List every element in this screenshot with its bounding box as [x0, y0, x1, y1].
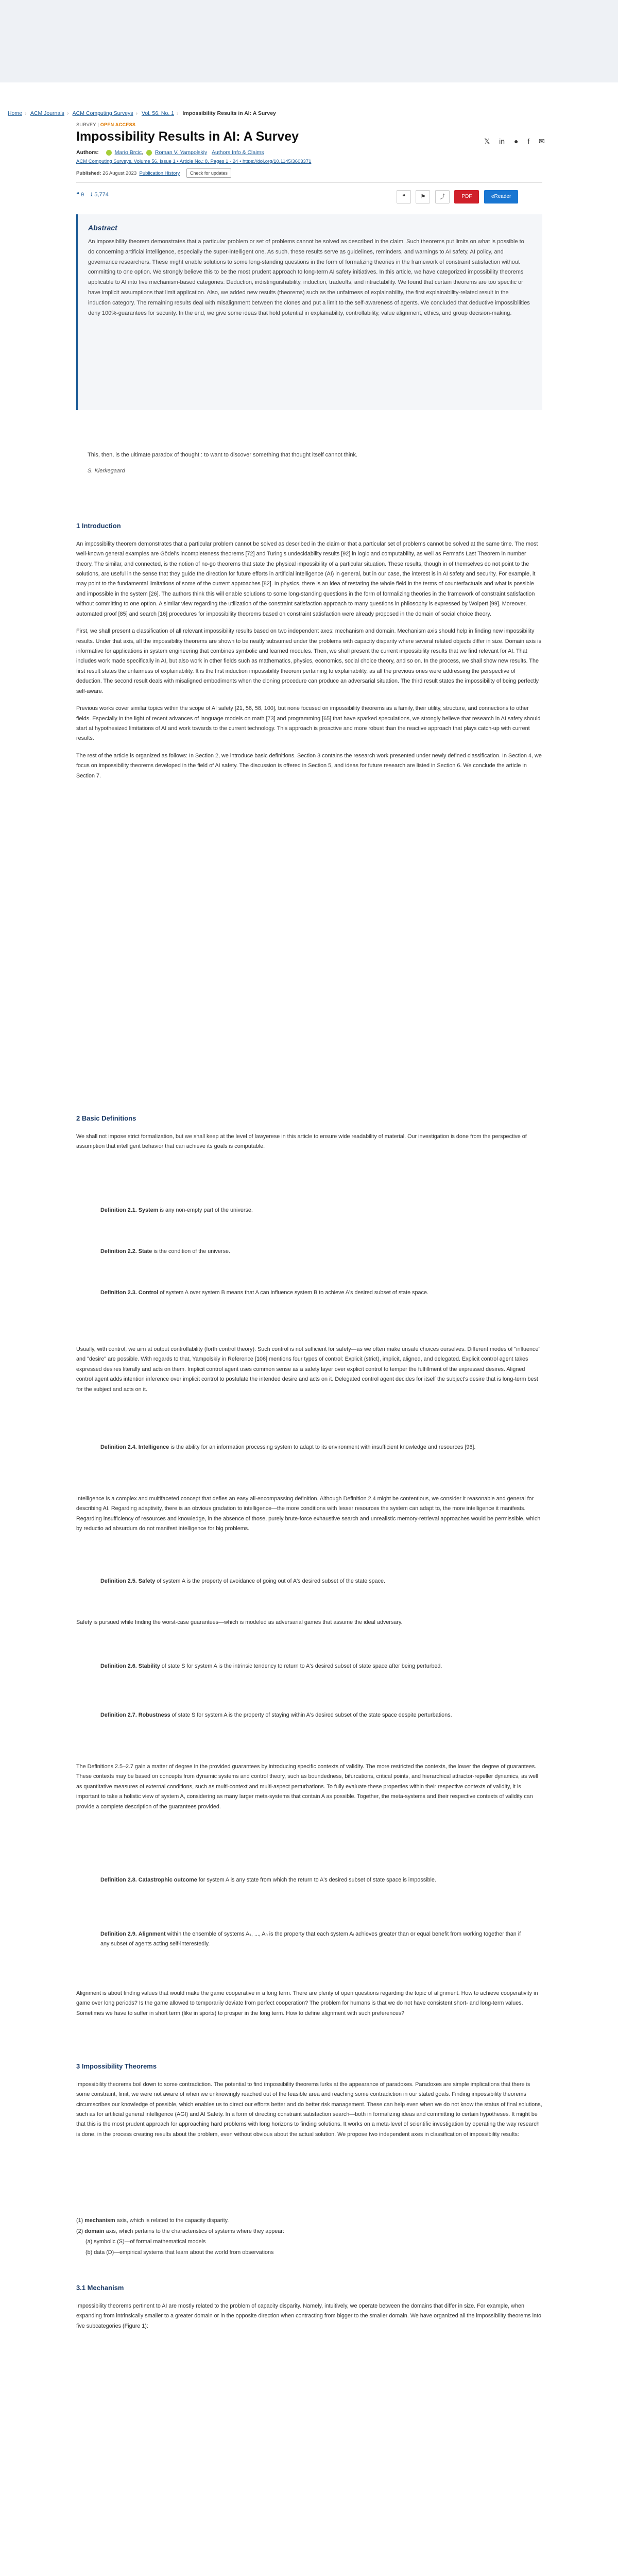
definition-2-5	[100, 1577, 523, 1586]
paragraph: Alignment is about finding values that would make the game cooperative in a long term. There are plenty of open questions regarding the topic of alignment. How to achieve cooperativity in game over long periods? Is the game allowed to temporarily deviate from perfect cooperation? The problem for humans is that we do not have consistent short- and long-term values. Sometimes we have to suffer in short term (like in sports) to prosper in the long term. How to define alignment with such preferences?	[76, 1990, 538, 2016]
download-icon: ⤓	[90, 192, 93, 198]
email-icon[interactable]: ✉	[539, 137, 545, 145]
paragraph: First, we shall present a classification of all relevant impossibility results based on two independent axes: mechanism and domain. Mechanism axis should help in finding new impossibility results. Under that axis, all the impossibility theorems are shown to be neatly subsumed under the problems with capacity disparity where several related objects differ in size. Domain axis is informative for applications in system engineering that combines symbolic and learned modules. Then, we shall present the current impossibility results that we find relevant for AI. That includes work made specifically in AI, but also work in other fields such as mathematics, physics, economics, social choice theory, and so on. In the process, we shall show new results. The first result states the unfairness of explainability. It is the first induction impossibility theorem pertaining to explainability, as all the previous ones were addressing the perspective of deduction. The second result deals with misaligned embodiments when the cloning procedure can produce an adversarial situation. The third result states the impossibility of being perfectly self-aware.	[76, 628, 541, 694]
journal-line[interactable]	[76, 158, 311, 166]
definition-term: State	[138, 1248, 152, 1255]
definition-term: Stability	[138, 1663, 160, 1669]
classification-list	[76, 2215, 542, 2258]
list-item	[76, 2226, 542, 2237]
paragraph: The rest of the article is organized as follows: In Section 2, we introduce basic definitions. Section 3 contains the research work presented under newly defined classification. In Section 4, we focus on impossibility theorems developed in the field of AI safety. The discussion is offered in Section 5, and ideas for future research are listed in Section 6. We conclude the article in Section 7.	[76, 752, 542, 779]
definition-2-7	[100, 1710, 523, 1720]
cite-quote-icon[interactable]: ❝	[397, 190, 411, 204]
definition-label: Definition 2.3.	[100, 1290, 137, 1296]
epigraph-quote: This, then, is the ultimate paradox of thought : to want to discover something that thought itself cannot think.	[88, 452, 358, 458]
abstract-box	[76, 214, 542, 410]
facebook-icon[interactable]: f	[527, 137, 530, 145]
publication-line	[76, 168, 231, 178]
bookmark-icon[interactable]: ⚑	[416, 190, 430, 204]
reddit-icon[interactable]: ●	[513, 137, 519, 145]
linkedin-icon[interactable]: in	[499, 137, 505, 145]
paragraph: The Definitions 2.5–2.7 gain a matter of degree in the provided guarantees by introducing specific contexts of validity. The more restricted the contexts, the lower the degree of guarantees. These contexts may be based on concepts from dynamic systems and control theory, such as boundedness, bifurcations, critical points, and hierarchical attractor-repeller dynamics, as well as quantitative measures of external conditions, such as multi-context and multi-aspect perturbations. To fully evaluate these properties within their respective contexts of validity, it is important to take a holistic view of system A, considering as many larger meta-systems that contain A as possible. Together, the meta-systems and their respective contexts of validity can provide a complete description of the guarantees provided.	[76, 1764, 538, 1810]
definition-2-6	[100, 1662, 523, 1671]
paragraph: We shall not impose strict formalization, but we shall keep at the level of lawyerese in this article to ensure wide readability of material. Our investigation is done from the perspective of assumption that intelligent behavior that can achieve its goals is computable.	[76, 1133, 527, 1150]
definition-label: Definition 2.9.	[100, 1931, 137, 1937]
definition-term: Intelligence	[138, 1444, 169, 1450]
breadcrumb-separator: ›	[25, 110, 27, 116]
definition-label: Definition 2.6.	[100, 1663, 137, 1669]
article-toolbar	[397, 190, 518, 204]
section-heading: 3 Impossibility Theorems	[76, 2062, 157, 2070]
open-access-badge: OPEN ACCESS	[100, 122, 136, 127]
header-banner	[0, 0, 618, 82]
authors-line: Authors: Mario Brcic, Roman V. Yampolskiy Authors Info & Claims	[76, 149, 264, 156]
list-item	[76, 2215, 542, 2226]
citation-count[interactable]: 9	[80, 192, 84, 198]
abstract-text: An impossibility theorem demonstrates that a particular problem or set of problems cannot be solved as described in the claim. Such theorems put limits on what is possible to do concerning artificial intelligence, especially the super-intelligent one. As such, these results serve as guidelines, reminders, and warnings to AI safety, AI policy, and governance researchers. These might enable solutions to some long-standing questions in the form of formalizing theories in the framework of constraint satisfaction without committing to one option. We strongly believe this to be the most prudent approach to long-term AI safety initiatives. In this article, we have categorized impossibility theorems applicable to AI into five mechanism-based categories: Deduction, indistinguishability, induction, tradeoffs, and intractability. We found that certain theorems are too specific or have implicit assumptions that limit application. Also, we added new results (theorems) such as the unfairness of explainability, the first explainability-related result in the induction category. The remaining results deal with misalignment between the clones and put a limit to the self-awareness of agents. We concluded that deductive impossibilities deny 100%-guarantees for security. In the end, we give some ideas that hold potential in explainability, controllability, value alignment, ethics, and group decision-making.	[88, 239, 530, 316]
divider	[76, 182, 542, 183]
paragraph: Intelligence is a complex and multifaceted concept that defies an easy all-encompassing definition. Although Definition 2.4 might be contentious, we consider it reasonable and general for describing AI. Regarding adaptivity, there is an obvious gradation to intelligence—the more conditions with lesser resources the system can adapt to, the more intelligence it manifests. Regarding insufficiency of resources and knowledge, in the absence of those, purely brute-force exhaustive search and unrealistic memory-retrieval approaches would be permissible, which by reductio ad absurdum do not manifest intelligence for big problems.	[76, 1496, 541, 1532]
author-link-1[interactable]: Mario Brcic	[114, 149, 142, 156]
definition-2-9	[100, 1929, 523, 1950]
definition-text: within the ensemble of systems A₁, ..., Aₙ is the property that each system Aᵢ achieves greater than or equal benefit from working together than if any subset of agents acting self-interestedly.	[100, 1931, 521, 1947]
list-item: (a) symbolic (S)—of formal mathematical models	[85, 2239, 206, 2245]
breadcrumb-computing-surveys[interactable]: ACM Computing Surveys	[72, 110, 133, 116]
article-title: Impossibility Results in AI: A Survey	[76, 129, 299, 144]
breadcrumb-home[interactable]: Home	[8, 110, 23, 116]
breadcrumb-current: Impossibility Results in AI: A Survey	[182, 110, 276, 116]
share-icons	[484, 135, 552, 148]
article-type: SURVEY	[76, 122, 96, 127]
publication-history-link[interactable]: Publication History	[139, 171, 180, 176]
published-date: 26 August 2023	[102, 171, 137, 176]
definition-text: for system A is any state from which the return to A's desired subset of state space is impossible.	[198, 1877, 436, 1883]
download-count[interactable]: 5,774	[94, 192, 109, 198]
journal-citation[interactable]: ACM Computing Surveys, Volume 56, Issue 1 • Article No.: 8, Pages 1 - 24 • https://doi.org/10.1145/3603371	[76, 159, 312, 164]
definition-text: of system A over system B means that A can influence system B to achieve A's desired subset of state space.	[160, 1290, 428, 1296]
paragraph: Impossibility theorems pertinent to AI are mostly related to the problem of capacity disparity. Namely, intuitively, we operate between the domains that differ in size. For example, when expanding from intrinsically smaller to a greater domain or in the opposite direction when contracting from bigger to the smaller domain. We have organized all the impossibility theorems into five subcategories (Figure 1):	[76, 2302, 541, 2329]
definition-term: Robustness	[138, 1712, 170, 1718]
breadcrumb-separator: ›	[177, 110, 179, 116]
epigraph	[88, 450, 530, 477]
definition-2-3	[100, 1288, 523, 1298]
check-updates-button[interactable]: Check for updates	[186, 168, 231, 178]
authors-info-link[interactable]: Authors Info & Claims	[212, 149, 264, 156]
article-type-line: SURVEY | OPEN ACCESS	[76, 122, 136, 127]
author-link-2[interactable]: Roman V. Yampolskiy	[154, 149, 208, 156]
list-term: domain	[84, 2228, 105, 2234]
epigraph-author: S. Kierkegaard	[88, 468, 125, 474]
abstract-heading: Abstract	[88, 224, 117, 232]
paragraph: Safety is pursued while finding the worst-case guarantees—which is modeled as adversarial games that assume the ideal adversary.	[76, 1619, 403, 1625]
definition-term: System	[138, 1207, 159, 1213]
breadcrumb	[8, 109, 276, 118]
definition-label: Definition 2.4.	[100, 1444, 137, 1450]
definition-term: Safety	[138, 1578, 156, 1584]
pdf-button[interactable]: PDF	[454, 190, 479, 204]
definition-2-8	[100, 1875, 523, 1885]
authors-label: Authors:	[76, 149, 99, 156]
definition-label: Definition 2.1.	[100, 1207, 137, 1213]
list-number: (1)	[76, 2217, 83, 2224]
ereader-button[interactable]: eReader	[484, 190, 518, 204]
section-introduction	[76, 520, 542, 788]
published-label: Published:	[76, 171, 101, 176]
definition-text: is the ability for an information processing system to adapt to its environment with insufficient knowledge and resources [96].	[170, 1444, 476, 1450]
breadcrumb-separator: ›	[135, 110, 138, 116]
definition-text: of system A is the property of avoidance of going out of A's desired subset of the state space.	[157, 1578, 386, 1584]
definition-text: of state S for system A is the intrinsic tendency to return to A's desired subset of state space after being perturbed.	[161, 1663, 442, 1669]
definition-2-4	[100, 1443, 523, 1452]
paragraph: Impossibility theorems boil down to some contradiction. The potential to find impossibility theorems lurks at the appearance of paradoxes. Paradoxes are simple implications that there is some constraint, limit, we were not aware of when we unknowingly reached out of the feasible area and reaching some contradiction in our stated goals. Finding impossibility theorems circumscribes our knowledge of possible, which enables us to direct our efforts better and do better risk management. These can help even when we do not know the status of final solutions, such as for artificial general intelligence (AGI) and AI Safety. In a form of directing constraint satisfaction search—both in formalizing ideas and committing to certain hypotheses. It might be that this is the most prudent approach for approaching hard problems with long horizons to finding solutions. It works on a meta-level of scientific investigation by operating the way research is done, in the process creating results about the problem, even without obvious about the actual solution. We propose two independent axes in classification of impossibility results:	[76, 2081, 542, 2138]
paragraph: Usually, with control, we aim at output controllability (forth control theory). Such control is not sufficient for safety—as we often make unsafe choices ourselves. Different modes of "influence" and "desire" are possible. With regards to that, Yampolskiy in Reference [106] mentions four types of control: Explicit (strict), implicit, aligned, and delegated. Explicit control agent takes expressed desires literally and acts on them. Implicit control agent uses common sense as a safety layer over explicit control to temper the fulfillment of the expressed desires. Aligned control agent adds intention inference over implicit control to postulate the intended desire and acts on it. Delegated control agent decides for itself the subject's desire that is long-term best for the subject and acts on it.	[76, 1346, 541, 1393]
list-number: (2)	[76, 2228, 83, 2234]
share-icon[interactable]: ⤴	[435, 190, 450, 204]
citation-quote-icon: ❝	[76, 192, 79, 198]
definition-term: Alignment	[138, 1931, 166, 1937]
definition-term: Control	[138, 1290, 159, 1296]
list-text: axis, which pertains to the characteristics of systems where they appear:	[106, 2228, 284, 2234]
twitter-x-icon[interactable]: 𝕏	[484, 137, 490, 145]
section-heading: 3.1 Mechanism	[76, 2284, 124, 2292]
definition-label: Definition 2.5.	[100, 1578, 137, 1584]
definition-2-2	[100, 1247, 523, 1257]
breadcrumb-separator: ›	[66, 110, 69, 116]
section-basic-definitions	[76, 1113, 542, 1159]
list-term: mechanism	[84, 2217, 115, 2224]
definition-label: Definition 2.8.	[100, 1877, 137, 1883]
definition-label: Definition 2.2.	[100, 1248, 137, 1255]
definition-2-1	[100, 1206, 523, 1215]
definition-label: Definition 2.7.	[100, 1712, 137, 1718]
orcid-icon	[146, 150, 152, 156]
section-heading: 1 Introduction	[76, 522, 121, 530]
section-impossibility-theorems	[76, 2061, 542, 2147]
list-item: (b) data (D)—empirical systems that learn about the world from observations	[85, 2249, 274, 2256]
paragraph: An impossibility theorem demonstrates that a particular problem cannot be solved as described in the claim or that a particular set of problems cannot be solved at the same time. The most well-known general examples are Gödel's incompleteness theorems [72] and Turing's undecidability results [92] in logic and computability, as well as Fermat's Last Theorem in number theory. The similar, and connected, is the notion of no-go theorems that state the physical impossibility of a particular situation. These results, though in of themselves do not point to the solutions, are useful in the sense that they guide the direction for future efforts in artificial intelligence (AI) in general, but in our case, the interest is in AI safety and security. For example, it may point to the fundamental limitations of some of the current approaches [82]. In physics, there is an idea of restating the whole field in the terms of counterfactuals and what is possible and impossible in the system [26]. The authors think this will enable solutions to some long-standing questions in the form of formalizing theories in the framework of constraint satisfaction without committing to one option. A similar view regarding the utilization of the constraint satisfaction approach to many questions in philosophy is expressed by Wolpert [99]. Moreover, automated proof [85] and search [16] procedures for impossibility theorems based on constraint satisfaction were already proposed in the domain of social choice theory.	[76, 540, 538, 617]
definition-text: of state S for system A is the property of staying within A's desired subset of the state space despite perturbations.	[171, 1712, 452, 1718]
breadcrumb-acm-journals[interactable]: ACM Journals	[30, 110, 64, 116]
section-heading: 2 Basic Definitions	[76, 1114, 136, 1122]
definition-text: is any non-empty part of the universe.	[160, 1207, 253, 1213]
definition-term: Catastrophic outcome	[138, 1877, 197, 1883]
paragraph: Previous works cover similar topics within the scope of AI safety [21, 56, 58, 100], but none focused on impossibility theorems as a family, their utility, structure, and connections to other fields. Especially in the light of recent advances of language models on math [73] and programming [65] that have sparked speculations, we strongly believe that research in AI safety should start at hypothesized limitations of AI and work towards to the current technology. This approach is proactive and more robust than the reactive approach that plays catch-up with current results.	[76, 705, 541, 742]
definition-text: is the condition of the universe.	[153, 1248, 231, 1255]
avatar-icon	[106, 150, 112, 156]
breadcrumb-volume[interactable]: Vol. 56, No. 1	[141, 110, 174, 116]
list-text: axis, which is related to the capacity disparity.	[116, 2217, 229, 2224]
metrics-bar	[76, 190, 109, 200]
section-mechanism	[76, 2282, 542, 2338]
